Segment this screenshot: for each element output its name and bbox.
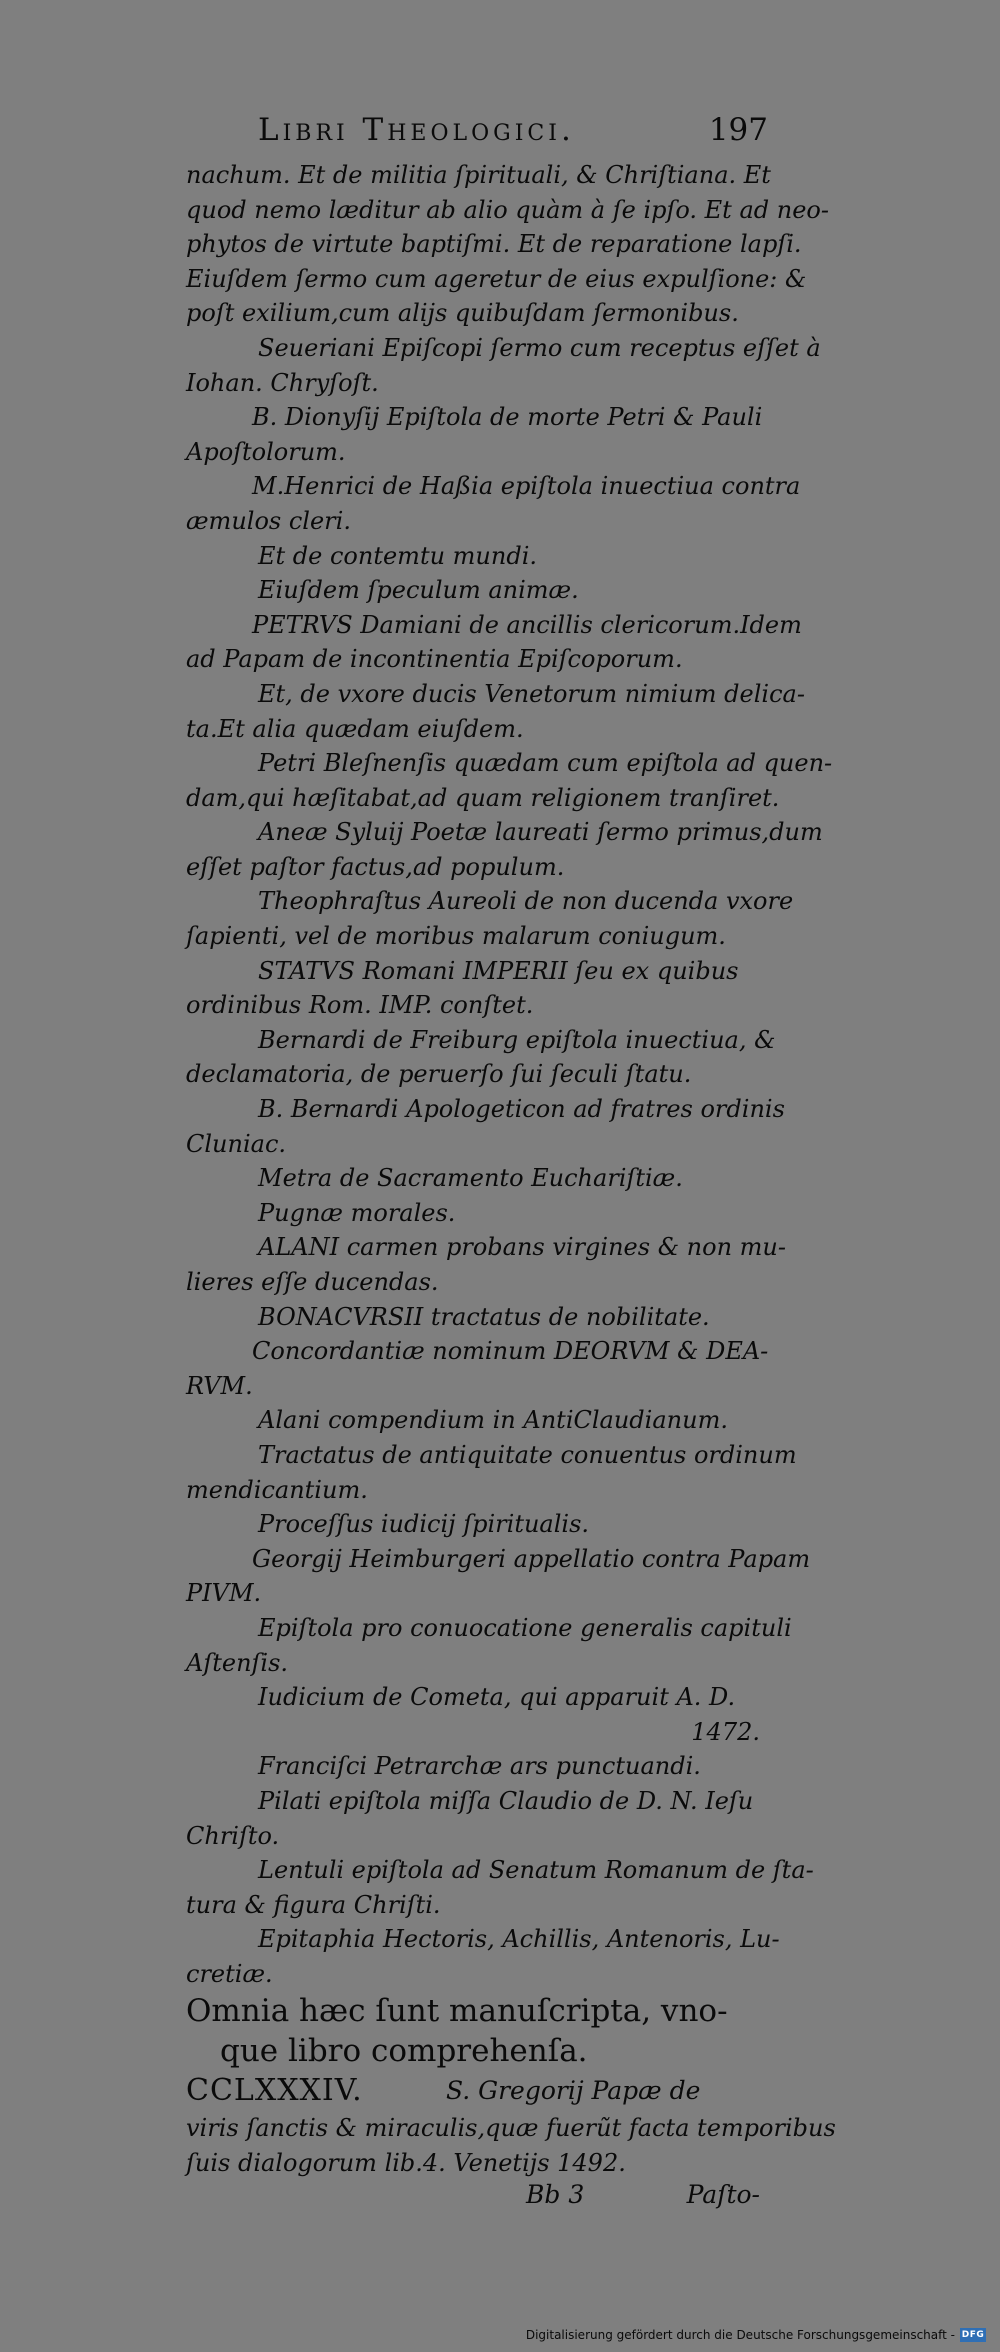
text-line: Proceſſus iudicij ſpiritualis. [258, 1510, 590, 1539]
text-line: Chriſto. [186, 1821, 280, 1850]
text-line: lieres eſſe ducendas. [186, 1268, 439, 1296]
summary-line-2: que libro comprehenſa. [220, 2033, 588, 2070]
text-line: cretiæ. [186, 1959, 273, 1988]
text-line: Pilati epiſtola miſſa Claudio de D. N. Ieſu [258, 1786, 754, 1815]
text-line: Eiuſdem ſpeculum animæ. [258, 576, 579, 605]
text-line: Georgij Heimburgeri appellatio contra Papam [252, 1544, 811, 1573]
text-line: æmulos cleri. [186, 506, 351, 535]
text-line: Theophraſtus Aureoli de non ducenda vxore [258, 887, 794, 916]
entry-heading [186, 2071, 766, 2111]
text-line: M.Henrici de Haßia epiſtola inuectiua contra [252, 472, 801, 501]
text-line: Bernardi de Freiburg epiſtola inuectiua, & [258, 1025, 776, 1054]
text-line: ad Papam de incontinentia Epiſcoporum. [186, 645, 683, 674]
text-line: Epitaphia Hectoris, Achillis, Antenoris, Lu- [258, 1925, 780, 1954]
text-line: ordinibus Rom. IMP. conſtet. [186, 991, 534, 1020]
dfg-logo-icon: DFG [961, 2330, 985, 2340]
text-line: RVM. [186, 1371, 253, 1400]
entry-number: CCLXXXIV. [186, 2073, 363, 2109]
catchword: Paſto- [686, 2180, 760, 2209]
summary-line-1: Omnia hæc ſunt manuſcripta, vno- [186, 1993, 728, 2030]
text-line: ſapienti, vel de moribus malarum coniugum. [186, 922, 726, 951]
text-line: B. Dionyſij Epiſtola de morte Petri & Pauli [252, 403, 763, 432]
entry-title-start: S. Gregorij Papæ de [446, 2076, 701, 2106]
text-line: Iohan. Chryſoſt. [186, 368, 379, 397]
text-line: quod nemo læditur ab alio quàm à ſe ipſo. Et ad neo- [186, 195, 829, 224]
page-footer [186, 2180, 766, 2220]
text-line: dam,qui hæſitabat,ad quam religionem tranſiret. [186, 783, 780, 812]
text-line: Eiuſdem ſermo cum ageretur de eius expulſione: & [186, 264, 807, 293]
text-line: mendicantium. [186, 1475, 368, 1504]
text-line: PIVM. [186, 1579, 262, 1608]
text-line: Aſtenſis. [186, 1648, 289, 1677]
text-line: nachum. Et de militia ſpirituali, & Chriſtiana. Et [186, 161, 771, 189]
digitization-credit [526, 2328, 986, 2342]
text-line: Apoſtolorum. [186, 437, 346, 466]
text-line: STATVS Romani IMPERII ſeu ex quibus [258, 956, 739, 985]
entry-line-3: ſuis dialogorum lib.4. Venetijs 1492. [186, 2149, 626, 2178]
entry-line-2: viris ſanctis & miraculis,quæ fuerũt facta temporibus [186, 2114, 836, 2143]
text-line: declamatoria, de peruerſo ſui ſeculi ſtatu. [186, 1060, 692, 1089]
text-line: Lentuli epiſtola ad Senatum Romanum de ſta- [258, 1856, 814, 1885]
page-number: 197 [708, 112, 768, 148]
catalogue-lines [186, 158, 833, 1991]
text-line: ta.Et alia quædam eiuſdem. [186, 714, 524, 743]
text-line: poſt exilium,cum alijs quibuſdam ſermonibus. [186, 299, 739, 328]
text-line: Pugnæ morales. [258, 1198, 456, 1227]
text-line: Petri Bleſnenſis quædam cum epiſtola ad quen- [258, 749, 833, 778]
text-line: BONACVRSII tractatus de nobilitate. [258, 1302, 710, 1331]
running-head: Libri Theologici. [258, 112, 575, 148]
text-line: Et de contemtu mundi. [258, 541, 538, 570]
page-header [258, 112, 768, 158]
text-line: Seueriani Epiſcopi ſermo cum receptus eſſet à [258, 333, 821, 362]
text-line: phytos de virtute baptiſmi. Et de reparatione lapſi. [186, 230, 802, 259]
text-line: Cluniac. [186, 1129, 287, 1158]
catalogue-text [186, 158, 836, 2181]
text-line: Epiſtola pro conuocatione generalis capituli [258, 1613, 792, 1642]
text-line: Alani compendium in AntiClaudianum. [258, 1406, 728, 1435]
text-line: Aneæ Syluij Poetæ laureati ſermo primus,dum [258, 818, 823, 847]
text-line: ALANI carmen probans virgines & non mu- [258, 1233, 786, 1262]
signature-mark: Bb 3 [526, 2180, 585, 2209]
text-line: 1472. [691, 1717, 760, 1746]
text-line: Metra de Sacramento Euchariſtiæ. [258, 1164, 683, 1193]
text-line: Et, de vxore ducis Venetorum nimium delica- [258, 679, 805, 708]
text-line: Tractatus de antiquitate conuentus ordinum [258, 1440, 797, 1469]
text-line: eſſet paſtor factus,ad populum. [186, 852, 565, 881]
text-line: Iudicium de Cometa, qui apparuit A. D. [258, 1683, 736, 1712]
text-line: B. Bernardi Apologeticon ad fratres ordinis [258, 1095, 785, 1124]
text-line: Concordantiæ nominum DEORVM & DEA- [252, 1337, 769, 1366]
text-line: Franciſci Petrarchæ ars punctuandi. [258, 1752, 701, 1781]
text-line: PETRVS Damiani de ancillis clericorum.Idem [252, 610, 802, 639]
digitization-text: Digitalisierung gefördert durch die Deutsche Forschungsgemeinschaft - [525, 2328, 955, 2342]
text-line: tura & figura Chriſti. [186, 1890, 441, 1919]
